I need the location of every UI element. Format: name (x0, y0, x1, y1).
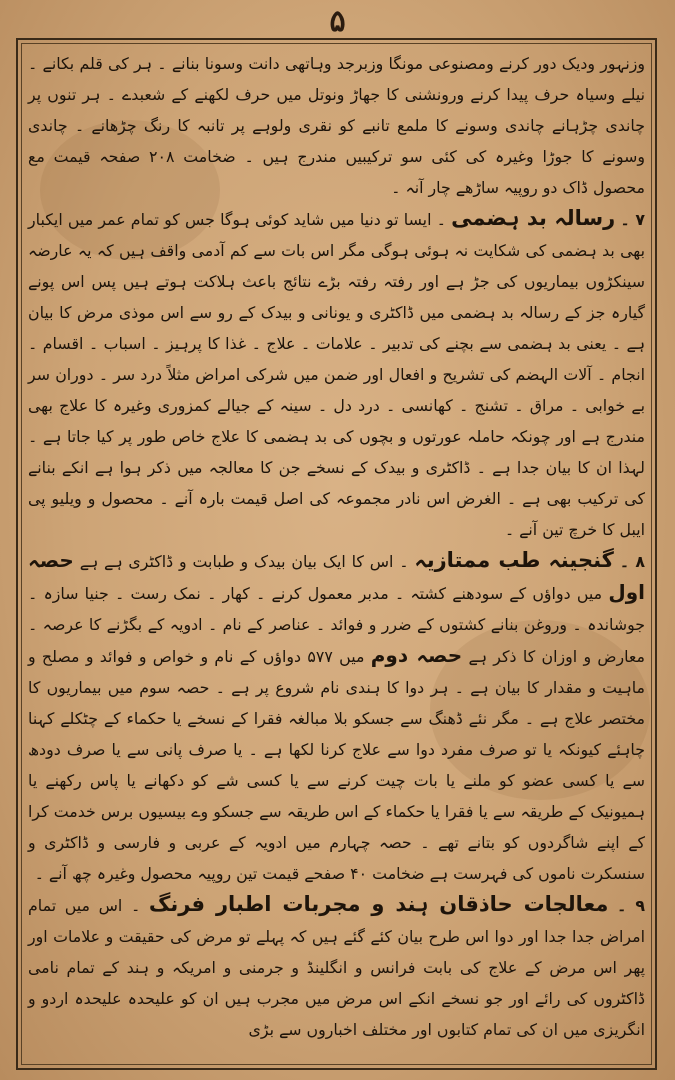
paragraph-continuation (28, 48, 645, 203)
item-number: ۹ ۔ (616, 896, 645, 915)
paragraph-text: میں دواؤں کے سودھنے کشتہ ۔ مدبر معمول کرنے ۔ کھار ۔ نمک رست ۔ جنیا سازہ ۔ جوشاندہ ۔ وروغن بنانے کشتوں کے ضرر و فوائد ۔ عناصر کے نام ۔ ادویہ کے بگڑنے کا عرصہ ۔ معارض و اوزان کا ذکر ہے (28, 584, 646, 666)
item-number: ۸ ۔ (619, 552, 645, 571)
item-heading: معالجات حاذقان ہند و مجربات اطبار فرنگ (148, 892, 609, 916)
paragraph-text: ۔ ایسا تو دنیا میں شاید کوئی ہوگا جس کو تمام عمر میں ایکبار بھی بد ہضمی کی شکایت نہ ہوئی ہوگی مگر اس بات سے کم آدمی واقف ہیں کہ یہ عارضہ سینکڑوں بیماریوں کی جڑ ہے اور رفتہ رفتہ بڑے نتائج باعث ہلاکت ہوتے ہیں پس اس پونے گیارہ جز کے رسالہ بد ہضمی میں ڈاکٹری و یونانی و بیدک کے رو سے اس موذی مرض کا بیان ہے ۔ یعنی بد ہضمی سے بچنے کی تدبیر ۔ علامات ۔ علاج ۔ غذا کا پرہیز ۔ اسباب ۔ اقسام ۔ انجام ۔ آلات الہضم کی تشریح و افعال اور ضمن میں شرکی امراض مثلاً درد سر ۔ دوران سر بے خوابی ۔ مراق ۔ تشنج ۔ کھانسی ۔ درد دل ۔ سینہ کے جیالے کمزوری وغیرہ کا علاج بھی مندرج ہے اور چونکہ حاملہ عورتوں و بچوں کی بد ہضمی کا علاج خاص طور پر کیا جاتا ہے ۔ لہذا ان کا بیان جدا ہے ۔ ڈاکٹری و بیدک کے نسخے جن کا معالجہ میں ذکر ہوا ہے انکے بنانے کی ترکیب بھی ہے ۔ الغرض اس نادر مجموعہ کی اصل قیمت بارہ آنے ۔ محصول و ویلیو پی ایبل کا خرچ تین آنے ۔ (28, 210, 645, 539)
text-frame (16, 38, 657, 1070)
paragraph-text: میں ۵۷۷ دواؤں کے نام و خواص و فوائد و مصلح و ماہیت و مقدار کا بیان ہے ۔ ہر دوا کا ہندی نام شروع پر ہے ۔ حصہ سوم میں بیماریوں کا مختصر علاج ہے ۔ مگر نئے ڈھنگ سے جسکو بلا مبالغہ فقرا کے نسخے یا حکماء کے چٹکلے کہنا چاہئے کیونکہ یا تو صرف مفرد دوا سے علاج کرنا لکھا ہے ۔ یا صرف پانی سے یا صرف دودھ سے یا کسی عضو کو ملنے یا بات چیت کرنے سے یا کسی شے کو دکھانے یا پاس رکھنے یا ہمیونیک کے طریقہ سے یا فقرا یا حکماء کے اس طریقہ سے جسکو وے بیسیوں برس خدمت کرا کے اپنے شاگردوں کو بتانے تھے ۔ حصہ چہارم میں ادویہ کے عربی و فارسی و ڈاکٹری و سنسکرت ناموں کی فہرست ہے ضخامت ۴۰ صفحے قیمت تین روپیہ محصول وغیرہ چھ آنے ۔ (28, 647, 645, 883)
part-label: حصہ اول (28, 548, 645, 604)
paragraph-item-8 (28, 545, 645, 889)
item-heading: رسالہ بد ہضمی (451, 206, 616, 230)
item-number: ۷ ۔ (620, 210, 645, 229)
paragraph-text: ۔ اس کا ایک بیان بیدک و طبابت و ڈاکٹری ہے ہے (73, 552, 415, 571)
paragraph-text: وزنہور ودیک دور کرنے ومصنوعی مونگا وزبرجد وہاتھی دانت وسونا بنانے ۔ ہر کی قلم بکانے ۔ نیلے وسیاہ حرف پیدا کرنے ورونشنی کا جھاڑ ونوتل میں حرف لکھنے کے شعبدے ۔ ہر تنوں پر چاندی چڑہانے چاندی وسونے کا ملمع تانبے کو نقری ولوہے پر تانبہ کا رنگ چڑھانے ۔ چاندی وسونے کا جوڑا وغیرہ کی کئی سو ترکیبیں مندرج ہیں ۔ ضخامت ۲۰۸ صفحہ قیمت مع محصول ڈاک دو روپیہ ساڑھے چار آنہ ۔ (28, 54, 645, 197)
paragraph-item-7 (28, 203, 645, 545)
item-heading: گنجینہ طب ممتازیہ (414, 548, 614, 572)
part-label: حصہ دوم (370, 643, 463, 667)
page-number: ۵ (329, 4, 346, 39)
text-body (28, 48, 645, 1045)
paragraph-item-9 (28, 889, 645, 1045)
paragraph-text: ۔ اس میں تمام امراض جدا جدا اور دوا اس طرح بیان کئے گئے ہیں کہ پہلے تو مرض کی حقیقت و علامات اور پھر اس مرض کے علاج کی بابت فرانس و انگلینڈ و جرمنی و امریکہ و ہند کے تمام نامی ڈاکٹروں کی رائے اور جو نسخے انکے اس مرض میں مجرب ہیں ان کو علیحدہ علیحدہ اردو و انگریزی میں ان کی تمام کتابوں اور مختلف اخباروں سے بڑی (28, 896, 645, 1039)
